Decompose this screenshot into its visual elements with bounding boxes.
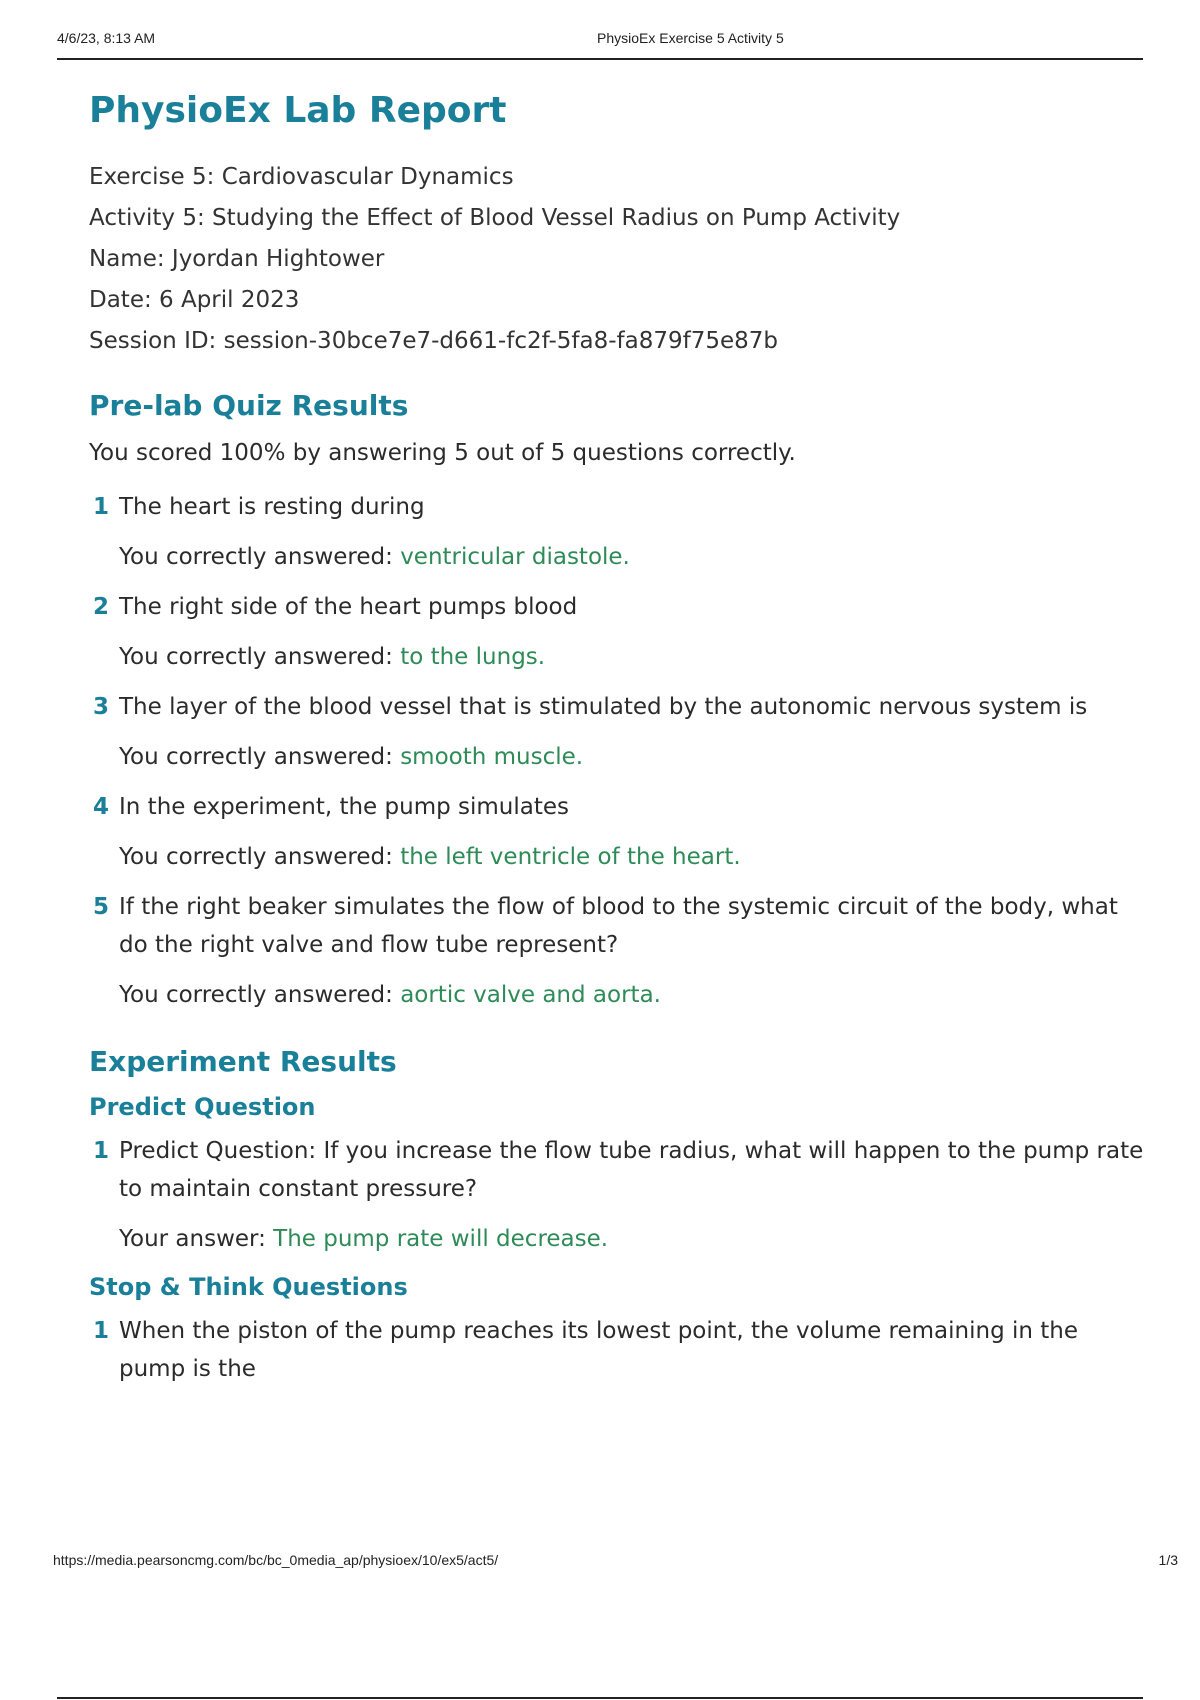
quiz-question-list — [89, 488, 1149, 1012]
stop-think-heading: Stop & Think Questions — [89, 1273, 408, 1301]
question-answer — [119, 1222, 1149, 1256]
answer-prefix: You correctly answered: — [119, 744, 393, 770]
bottom-divider — [57, 1697, 1143, 1699]
quiz-question — [89, 488, 1149, 574]
experiment-section — [89, 1042, 1149, 1388]
experiment-heading: Experiment Results — [89, 1045, 397, 1078]
question-number: 4 — [93, 794, 110, 820]
question-number: 2 — [93, 594, 110, 620]
question-answer — [119, 978, 1149, 1012]
question-text: Predict Question: If you increase the flow tube radius, what will happen to the pump rate to maintain constant pressure? — [119, 1138, 1144, 1202]
question-number: 3 — [93, 694, 110, 720]
answer-prefix: You correctly answered: — [119, 544, 393, 570]
quiz-question — [89, 588, 1149, 674]
answer-prefix: You correctly answered: — [119, 844, 393, 870]
question-answer — [119, 740, 1149, 774]
report-content — [89, 85, 1149, 1402]
question-text: In the experiment, the pump simulates — [119, 794, 569, 820]
question-number: 1 — [93, 1138, 110, 1164]
footer-url: https://media.pearsoncmg.com/bc/bc_0media_ap/physioex/10/ex5/act5/ — [53, 1552, 499, 1568]
quiz-score: You scored 100% by answering 5 out of 5 questions correctly. — [89, 440, 796, 466]
answer-value: smooth muscle. — [400, 744, 584, 770]
answer-value: aortic valve and aorta. — [400, 982, 661, 1008]
report-title: PhysioEx Lab Report — [89, 90, 507, 131]
page-number: 1/3 — [1158, 1552, 1178, 1568]
question-text: The right side of the heart pumps blood — [119, 594, 578, 620]
question-number: 1 — [93, 1318, 110, 1344]
prelab-heading: Pre-lab Quiz Results — [89, 389, 409, 422]
answer-value: to the lungs. — [400, 644, 546, 670]
question-text: The heart is resting during — [119, 494, 425, 520]
activity-line: Activity 5: Studying the Effect of Blood Vessel Radius on Pump Activity — [89, 205, 901, 231]
exercise-line: Exercise 5: Cardiovascular Dynamics — [89, 164, 514, 190]
stop-think-question — [89, 1312, 1149, 1388]
predict-heading: Predict Question — [89, 1093, 316, 1121]
quiz-question — [89, 888, 1149, 1012]
print-header — [57, 28, 1143, 60]
print-document-title: PhysioEx Exercise 5 Activity 5 — [597, 30, 784, 46]
answer-prefix: You correctly answered: — [119, 982, 393, 1008]
question-text: The layer of the blood vessel that is stimulated by the autonomic nervous system is — [119, 694, 1088, 720]
question-number: 1 — [93, 494, 110, 520]
predict-question — [89, 1132, 1149, 1256]
session-id: Session ID: session-30bce7e7-d661-fc2f-5fa8-fa879f75e87b — [89, 328, 778, 354]
question-text: If the right beaker simulates the flow of blood to the systemic circuit of the body, what do the right valve and flow tube represent? — [119, 894, 1118, 958]
answer-prefix: Your answer: — [119, 1226, 266, 1252]
question-answer — [119, 540, 1149, 574]
quiz-question — [89, 788, 1149, 874]
question-answer — [119, 840, 1149, 874]
question-text: When the piston of the pump reaches its lowest point, the volume remaining in the pump is the — [119, 1318, 1079, 1382]
quiz-question — [89, 688, 1149, 774]
report-meta — [89, 157, 1149, 362]
answer-value: the left ventricle of the heart. — [400, 844, 741, 870]
prelab-section — [89, 386, 1149, 1012]
report-date: Date: 6 April 2023 — [89, 287, 300, 313]
answer-prefix: You correctly answered: — [119, 644, 393, 670]
question-answer — [119, 640, 1149, 674]
answer-value: ventricular diastole. — [400, 544, 630, 570]
question-number: 5 — [93, 894, 110, 920]
print-datetime: 4/6/23, 8:13 AM — [57, 30, 156, 46]
student-name: Name: Jyordan Hightower — [89, 246, 385, 272]
answer-value: The pump rate will decrease. — [273, 1226, 609, 1252]
